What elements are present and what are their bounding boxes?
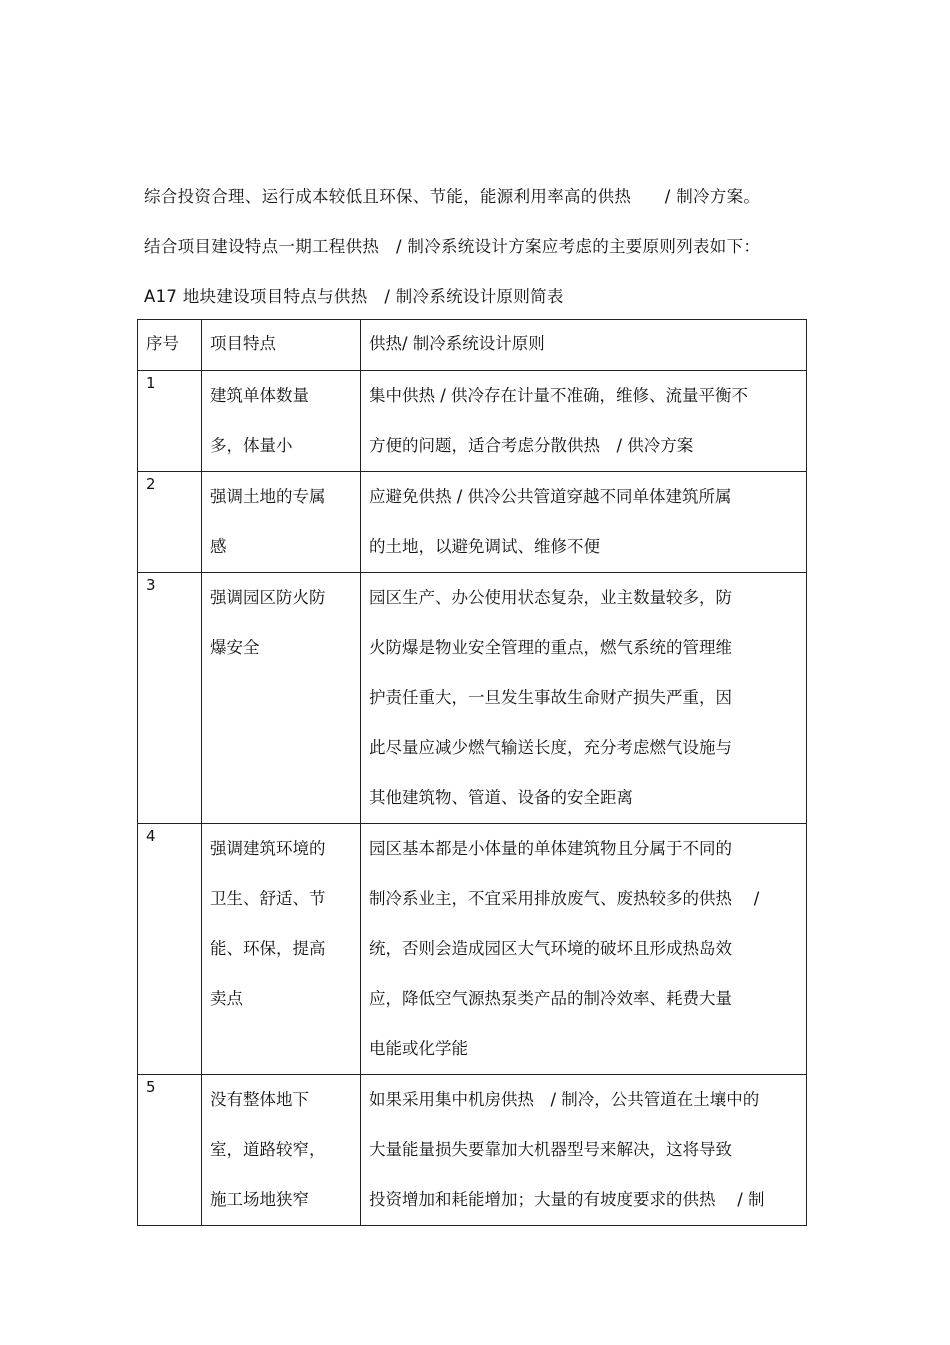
row-principle <box>361 573 807 824</box>
row-principle-line: 此尽量应减少燃气输送长度，充分考虑燃气设施与 <box>369 738 732 757</box>
row-principle-line: 其他建筑物、管道、设备的安全距离 <box>369 788 633 807</box>
row-feature-line: 室，道路较窄， <box>210 1140 326 1159</box>
table-row <box>138 573 807 824</box>
intro-paragraph-1: 综合投资合理、运行成本较低且环保、节能，能源利用率高的供热 / 制冷方案。 <box>144 187 761 206</box>
header-principle: 供热/ 制冷系统设计原则 <box>361 320 807 371</box>
row-feature-line: 卫生、舒适、节 <box>210 889 326 908</box>
row-number: 2 <box>138 472 202 573</box>
row-principle-line: 应，降低空气源热泵类产品的制冷效率、耗费大量 <box>369 989 732 1008</box>
row-feature-line: 爆安全 <box>210 638 260 657</box>
row-principle-line: 制冷系业主，不宜采用排放废气、废热较多的供热 / <box>369 889 760 908</box>
row-feature-line: 强调土地的专属 <box>210 487 326 506</box>
row-principle-line: 应避免供热 / 供冷公共管道穿越不同单体建筑所属 <box>369 487 732 506</box>
table-row <box>138 472 807 573</box>
row-principle-line: 电能或化学能 <box>369 1039 468 1058</box>
row-principle-line: 护责任重大，一旦发生事故生命财产损失严重，因 <box>369 688 732 707</box>
row-feature-line: 能、环保，提高 <box>210 939 326 958</box>
row-feature-line: 强调建筑环境的 <box>210 839 326 858</box>
row-number: 1 <box>138 371 202 472</box>
row-principle-line: 投资增加和耗能增加；大量的有坡度要求的供热 / 制 <box>369 1190 765 1209</box>
row-feature <box>202 472 361 573</box>
row-principle <box>361 824 807 1075</box>
row-principle-line: 火防爆是物业安全管理的重点，燃气系统的管理维 <box>369 638 732 657</box>
row-feature-line: 卖点 <box>210 989 243 1008</box>
header-no: 序号 <box>138 320 202 371</box>
row-feature <box>202 824 361 1075</box>
row-feature <box>202 371 361 472</box>
row-feature-line: 没有整体地下 <box>210 1090 309 1109</box>
row-principle <box>361 371 807 472</box>
table-caption: A17 地块建设项目特点与供热 / 制冷系统设计原则简表 <box>144 287 564 306</box>
row-principle-line: 如果采用集中机房供热 / 制冷，公共管道在土壤中的 <box>369 1090 760 1109</box>
table-body <box>138 371 807 1226</box>
row-number: 3 <box>138 573 202 824</box>
row-principle <box>361 1075 807 1226</box>
row-feature-line: 建筑单体数量 <box>210 386 309 405</box>
table-row <box>138 371 807 472</box>
row-principle-line: 的土地，以避免调试、维修不便 <box>369 537 600 556</box>
table-header-row <box>138 320 807 371</box>
row-principle <box>361 472 807 573</box>
row-number: 5 <box>138 1075 202 1226</box>
row-principle-line: 大量能量损失要靠加大机器型号来解决，这将导致 <box>369 1140 732 1159</box>
row-principle-line: 统，否则会造成园区大气环境的破坏且形成热岛效 <box>369 939 732 958</box>
header-feature: 项目特点 <box>202 320 361 371</box>
row-feature-line: 多，体量小 <box>210 436 293 455</box>
row-principle-line: 集中供热 / 供冷存在计量不准确，维修、流量平衡不 <box>369 386 749 405</box>
row-feature-line: 强调园区防火防 <box>210 588 326 607</box>
row-principle-line: 园区生产、办公使用状态复杂，业主数量较多，防 <box>369 588 732 607</box>
row-feature <box>202 573 361 824</box>
row-principle-line: 园区基本都是小体量的单体建筑物且分属于不同的 <box>369 839 732 858</box>
row-feature-line: 施工场地狭窄 <box>210 1190 309 1209</box>
row-number: 4 <box>138 824 202 1075</box>
principles-table <box>137 319 807 1226</box>
intro-paragraph-2: 结合项目建设特点一期工程供热 / 制冷系统设计方案应考虑的主要原则列表如下： <box>144 237 761 256</box>
row-feature <box>202 1075 361 1226</box>
table-row <box>138 824 807 1075</box>
table-row <box>138 1075 807 1226</box>
row-feature-line: 感 <box>210 537 227 556</box>
row-principle-line: 方便的问题，适合考虑分散供热 / 供冷方案 <box>369 436 694 455</box>
